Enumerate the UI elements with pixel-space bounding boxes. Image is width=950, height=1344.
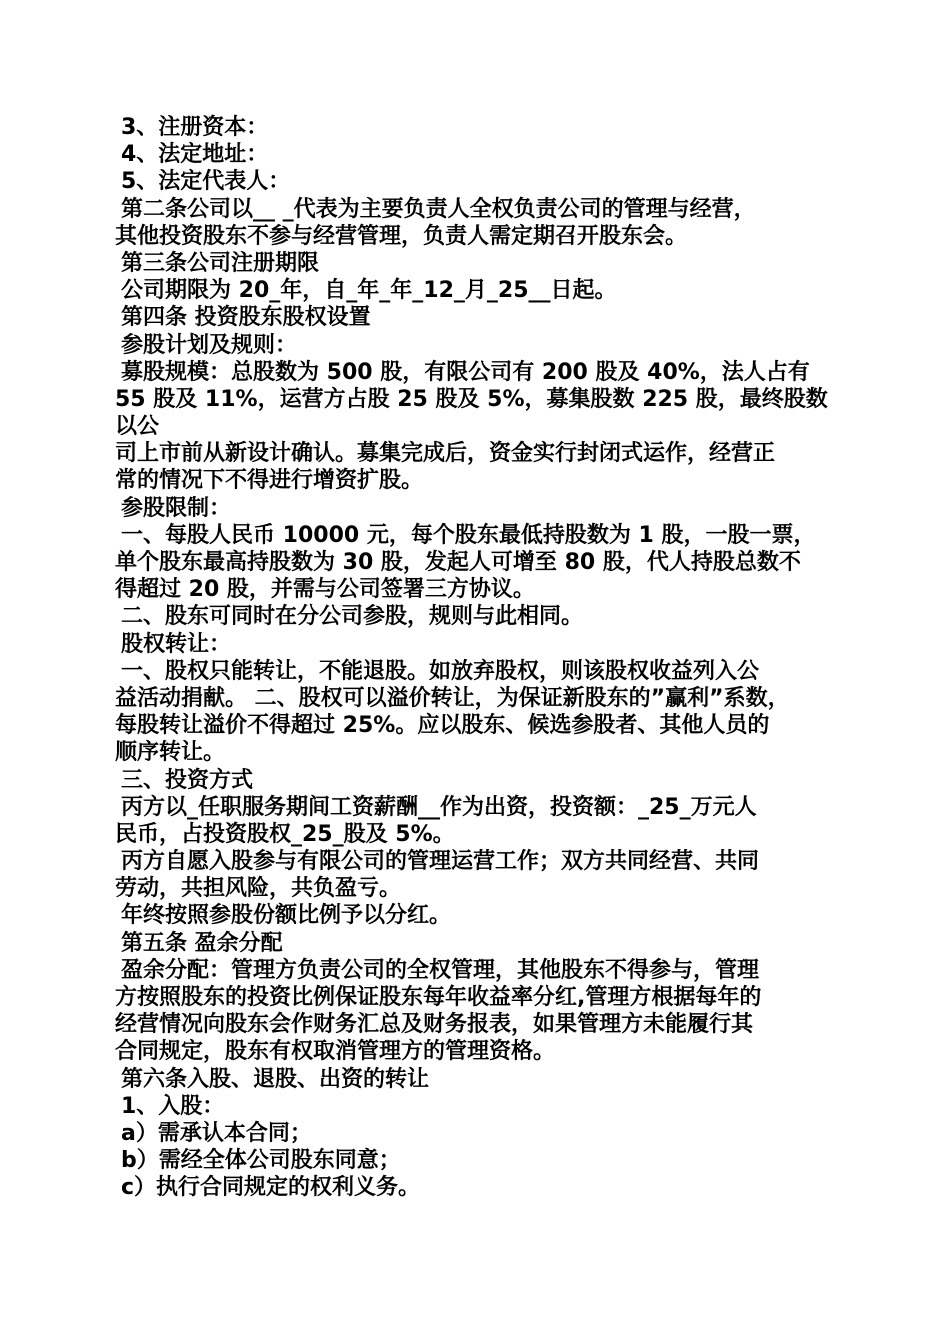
text-line: 劳动，共担风险，共负盈亏。 (115, 876, 402, 902)
text-line: 5、法定代表人： (121, 169, 291, 195)
text-line: 第六条入股、退股、出资的转让 (121, 1066, 430, 1092)
text-line: 每股转让溢价不得超过 25%。应以股东、候选参股者、其他人员的 (115, 713, 770, 739)
document-body (115, 114, 845, 1202)
text-line: a）需承认本合同； (121, 1120, 312, 1146)
text-line: 一、股权只能转让，不能退股。如放弃股权，则该股权收益列入公 (121, 658, 760, 684)
text-line: 以公 (115, 414, 160, 440)
text-line: 第五条 盈余分配 (121, 930, 283, 956)
text-line: 方按照股东的投资比例保证股东每年收益率分红,管理方根据每年的 (115, 985, 762, 1010)
text-line: 募股规模：总股数为 500 股，有限公司有 200 股及 40%，法人占有 (121, 359, 810, 385)
text-line: 合同规定，股东有权取消管理方的管理资格。 (115, 1039, 556, 1065)
text-line: 参股计划及规则： (121, 332, 298, 358)
text-line: 4、法定地址： (121, 142, 269, 168)
text-line: 参股限制： (121, 495, 232, 521)
text-line: 一、每股人民币 10000 元，每个股东最低持股数为 1 股，一股一票， (121, 522, 816, 548)
text-line: 其他投资股东不参与经营管理，负责人需定期召开股东会。 (115, 223, 688, 249)
text-line: 55 股及 11%，运营方占股 25 股及 5%，募集股数 225 股，最终股数 (115, 386, 828, 412)
text-line: c）执行合同规定的权利义务。 (121, 1175, 421, 1201)
text-line: 盈余分配：管理方负责公司的全权管理，其他股东不得参与，管理 (121, 957, 760, 983)
text-line: 第三条公司注册期限 (121, 250, 320, 276)
text-line: 公司期限为 20_年，自_年_年_12_月_25__日起。 (121, 278, 617, 304)
text-line: 丙方以_任职服务期间工资薪酬__作为出资，投资额：_25_万元人 (121, 794, 757, 820)
text-line: 单个股东最高持股数为 30 股，发起人可增至 80 股，代人持股总数不 (115, 550, 801, 575)
text-line: 二、股东可同时在分公司参股，规则与此相同。 (121, 604, 584, 630)
text-line: 年终按照参股份额比例予以分红。 (121, 903, 452, 929)
text-line: 三、投资方式 (121, 767, 254, 793)
text-line: b）需经全体公司股东同意； (121, 1148, 401, 1174)
text-line: 股权转让： (121, 631, 232, 657)
text-line: 益活动捐献。 二、股权可以溢价转让，为保证新股东的”赢利”系数， (115, 685, 790, 711)
text-line: 3、注册资本： (121, 115, 269, 140)
text-line: 第二条公司以__ _代表为主要负责人全权负责公司的管理与经营， (121, 196, 756, 222)
text-line: 常的情况下不得进行增资扩股。 (115, 468, 424, 494)
text-line: 司上市前从新设计确认。募集完成后，资金实行封闭式运作，经营正 (115, 441, 776, 467)
text-line: 1、入股： (121, 1093, 225, 1119)
text-line: 第四条 投资股东股权设置 (121, 305, 371, 331)
text-line: 丙方自愿入股参与有限公司的管理运营工作；双方共同经营、共同 (121, 849, 760, 875)
text-line: 顺序转让。 (115, 740, 226, 766)
text-line: 经营情况向股东会作财务汇总及财务报表，如果管理方未能履行其 (115, 1012, 754, 1038)
text-line: 得超过 20 股，并需与公司签署三方协议。 (115, 577, 535, 603)
text-line: 民币，占投资股权_25_股及 5%。 (115, 821, 455, 847)
